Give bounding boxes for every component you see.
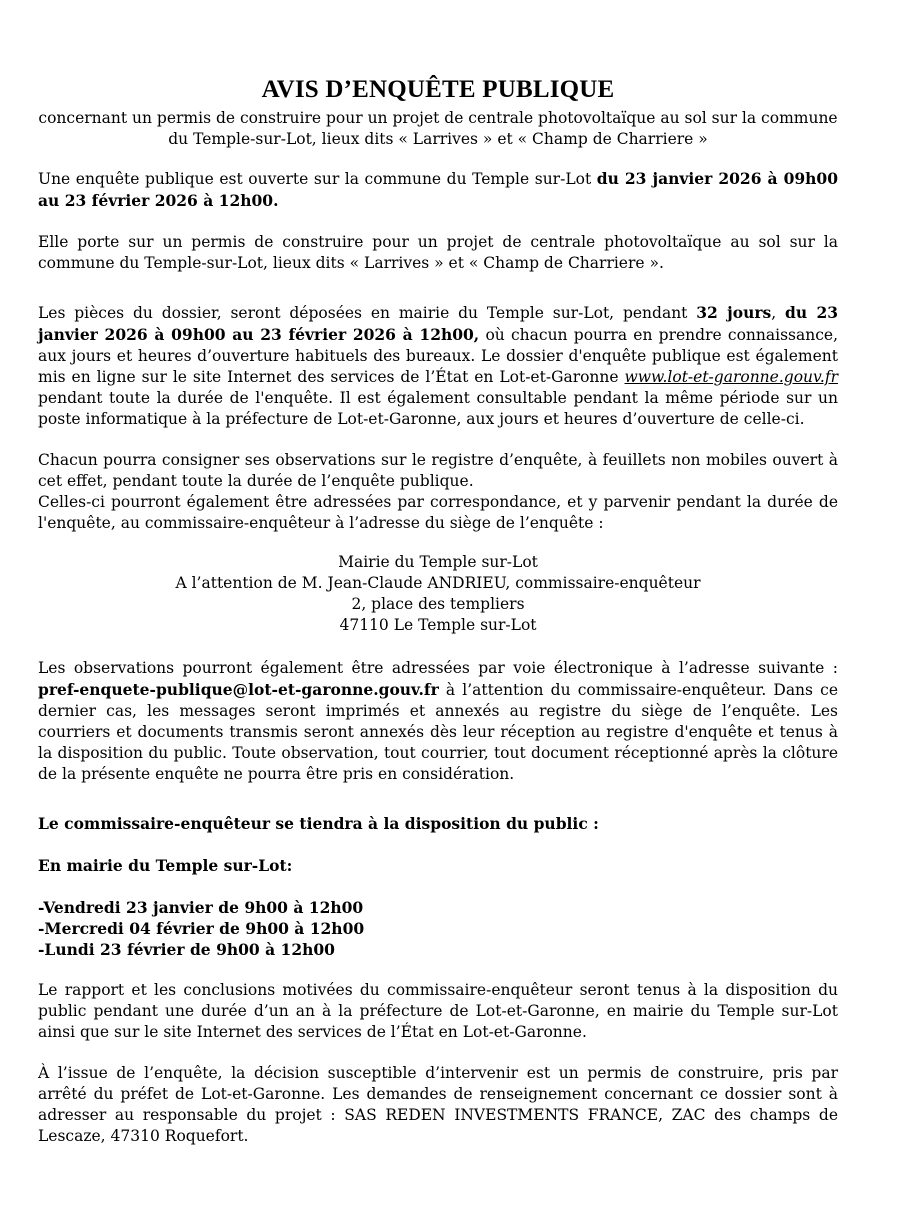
- dossier-text-c: ,: [771, 304, 786, 322]
- paragraph-opening: [38, 168, 838, 212]
- address-line: Mairie du Temple sur-Lot: [338, 553, 538, 571]
- paragraph-subject: Elle porte sur un permis de construire pour un projet de centrale photovoltaïque au sol sur la commune du Temple-sur-Lot, lieux dits « Larrives » et « Champ de Charriere ».: [38, 233, 838, 272]
- paragraph-dossier: [38, 302, 838, 430]
- opening-text: Une enquête publique est ouverte sur la commune du Temple sur-Lot: [38, 170, 597, 188]
- address-line: 47110 Le Temple sur-Lot: [339, 616, 537, 634]
- dossier-text-e: pendant toute la durée de l'enquête. Il est également consultable pendant la même période sur un poste informatique à la préfecture de Lot-et-Garonne, aux jours et heures d’ouverture de celle-ci.: [38, 389, 838, 428]
- heading-location-text: En mairie du Temple sur-Lot:: [38, 856, 293, 875]
- address-line: A l’attention de M. Jean-Claude ANDRIEU, commissaire-enquêteur: [175, 574, 701, 592]
- heading-permanences-text: Le commissaire-enquêteur se tiendra à la disposition du public :: [38, 814, 599, 833]
- schedule-item: -Lundi 23 février de 9h00 à 12h00: [38, 940, 335, 959]
- paragraph-email: [38, 658, 838, 785]
- page-subtitle: concernant un permis de construire pour un projet de centrale photovoltaïque au sol sur la commune du Temple-sur-Lot, lieux dits « Larrives » et « Champ de Charriere »: [38, 109, 838, 148]
- dossier-text-a: Les pièces du dossier, seront déposées en mairie du Temple sur-Lot, pendant: [38, 304, 697, 322]
- opening-dates: du 23 janvier 2026 à 09h00 au 23 février 2026 à 12h00.: [38, 169, 838, 210]
- dossier-dates: du 23 janvier 2026 à 09h00 au 23 février 2026 à 12h00,: [38, 303, 839, 344]
- paragraph-correspondence: Celles-ci pourront également être adressées par correspondance, et y parvenir pendant la durée de l'enquête, au commissaire-enquêteur à l’adresse du siège de l’enquête :: [38, 493, 838, 532]
- contact-email-link[interactable]: pref-enquete-publique@lot-et-garonne.gouv.fr: [38, 680, 439, 699]
- paragraph-report: Le rapport et les conclusions motivées du commissaire-enquêteur seront tenus à la disposition du public pendant une durée d’un an à la préfecture de Lot-et-Garonne, en mairie du Temple sur-Lot ainsi que sur le site Internet des services de l’État en Lot-et-Garonne.: [38, 981, 838, 1041]
- dossier-text-d: où chacun pourra en prendre connaissance, aux jours et heures d’ouverture habituels des bureaux. Le dossier d'enquête publique est également mis en ligne sur le site Internet des services de l’État en Lot-et-Garonne: [38, 326, 838, 386]
- heading-location: [38, 855, 838, 877]
- schedule-item: -Mercredi 04 février de 9h00 à 12h00: [38, 919, 365, 938]
- prefecture-website-link[interactable]: www.lot-et-garonne.gouv.fr: [624, 368, 838, 386]
- postal-address: [38, 552, 838, 636]
- page-title: AVIS D’ENQUÊTE PUBLIQUE: [261, 76, 615, 103]
- schedule-list: [38, 897, 838, 960]
- schedule-item: -Vendredi 23 janvier de 9h00 à 12h00: [38, 898, 364, 917]
- paragraph-register: Chacun pourra consigner ses observations sur le registre d’enquête, à feuillets non mobiles ouvert à cet effet, pendant toute la durée de l’enquête publique.: [38, 451, 838, 490]
- email-text-b: à l’attention du commissaire-enquêteur. Dans ce dernier cas, les messages seront imprimés et annexés au registre du siège de l’enquête. Les courriers et documents transmis seront annexés dès leur réception au registre d'enquête et tenus à la disposition du public. Toute observation, tout courrier, tout document réceptionné après la clôture de la présente enquête ne pourra être pris en considération.: [38, 681, 838, 783]
- paragraph-decision: À l’issue de l’enquête, la décision susceptible d’intervenir est un permis de construire, pris par arrêté du préfet de Lot-et-Garonne. Les demandes de renseignement concernant ce dossier sont à adresser au responsable du projet : SAS REDEN INVESTMENTS FRANCE, ZAC des champs de Lescaze, 47310 Roquefort.: [38, 1064, 838, 1145]
- address-line: 2, place des templiers: [351, 595, 525, 613]
- email-text-a: Les observations pourront également être adressées par voie électronique à l’adresse suivante :: [38, 659, 838, 677]
- dossier-duration: 32 jours: [696, 303, 772, 322]
- heading-permanences: [38, 813, 838, 835]
